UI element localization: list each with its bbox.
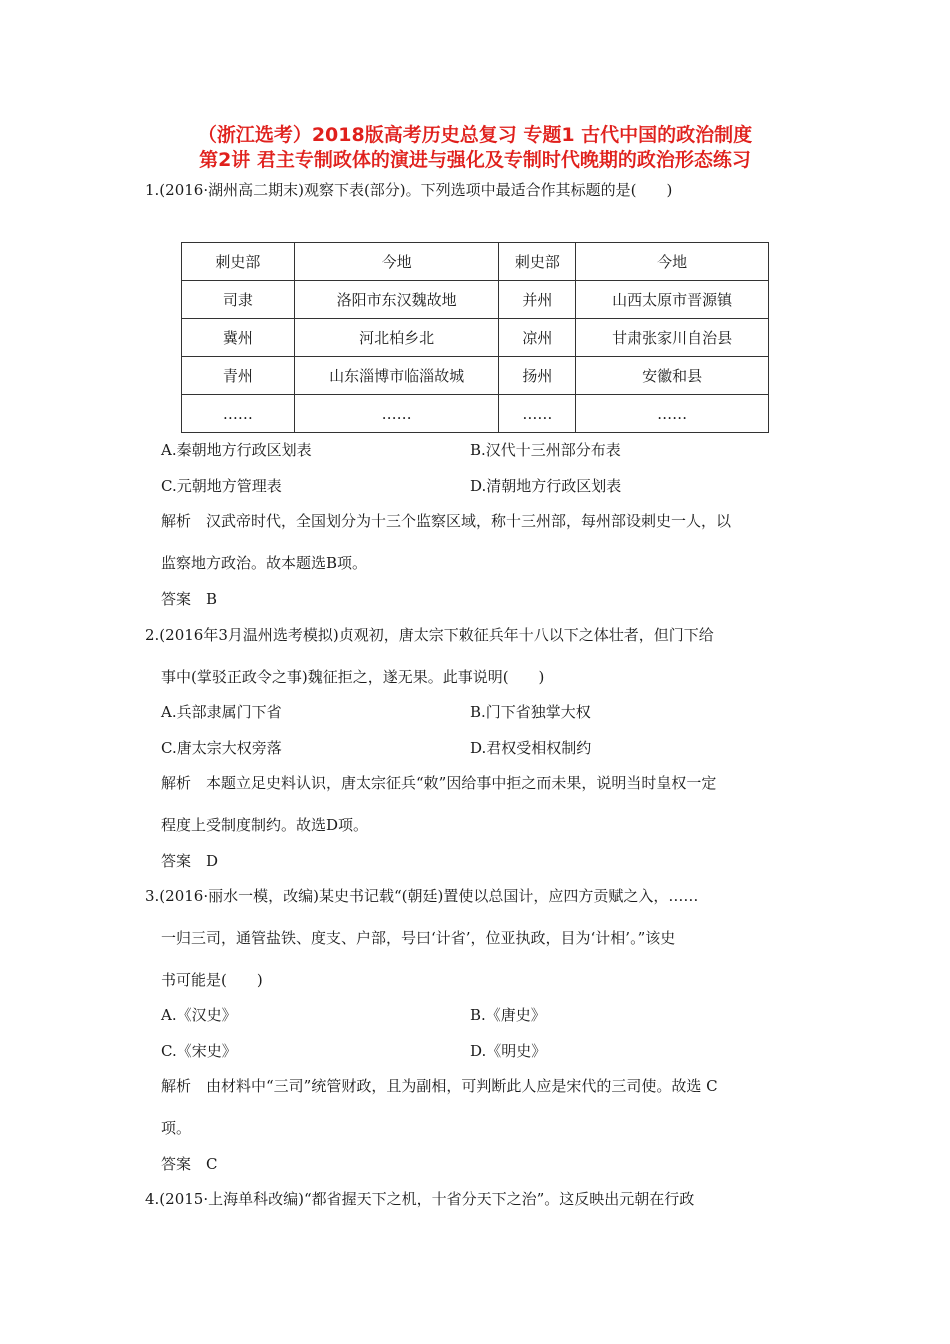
q3-stem-cont2: 书可能是( ) bbox=[161, 971, 263, 989]
table-cell: 扬州 bbox=[499, 357, 576, 395]
q3-answer: 答案 C bbox=[161, 1155, 218, 1173]
q2-option-b: B.门下省独掌大权 bbox=[470, 703, 591, 721]
doc-title-line2: 第2讲 君主专制政体的演进与强化及专制时代晚期的政治形态练习 bbox=[199, 149, 751, 171]
q1-answer: 答案 B bbox=[161, 590, 218, 608]
q4-stem: 4.(2015·上海单科改编)“都省握天下之机，十省分天下之治”。这反映出元朝在行政 bbox=[145, 1190, 695, 1208]
table-cell: 青州 bbox=[182, 357, 295, 395]
table-header: 今地 bbox=[576, 243, 769, 281]
q2-stem: 2.(2016年3月温州选考模拟)贞观初，唐太宗下敕征兵年十八以下之体壮者，但门下给 bbox=[145, 626, 714, 644]
q1-stem: 1.(2016·湖州高二期末)观察下表(部分)。下列选项中最适合作其标题的是( ) bbox=[145, 181, 673, 199]
table-cell: 河北柏乡北 bbox=[294, 319, 499, 357]
table-header: 今地 bbox=[294, 243, 499, 281]
q3-analysis-cont: 项。 bbox=[161, 1119, 192, 1137]
q2-stem-cont: 事中(掌驳正政令之事)魏征拒之，遂无果。此事说明( ) bbox=[161, 668, 545, 686]
q3-option-c: C.《宋史》 bbox=[161, 1042, 237, 1060]
q2-option-a: A.兵部隶属门下省 bbox=[161, 703, 282, 721]
q1-analysis: 解析 汉武帝时代，全国划分为十三个监察区域，称十三州部，每州部设刺史一人，以 bbox=[161, 512, 732, 530]
q1-option-a: A.秦朝地方行政区划表 bbox=[161, 441, 312, 459]
table-row bbox=[182, 281, 769, 319]
table-cell: 安徽和县 bbox=[576, 357, 769, 395]
table-header: 刺史部 bbox=[182, 243, 295, 281]
table-row bbox=[182, 319, 769, 357]
table-cell: 山西太原市晋源镇 bbox=[576, 281, 769, 319]
table-cell: 司隶 bbox=[182, 281, 295, 319]
table-cell: …… bbox=[576, 395, 769, 433]
q1-option-d: D.清朝地方行政区划表 bbox=[470, 477, 622, 495]
table-cell: 并州 bbox=[499, 281, 576, 319]
table-row bbox=[182, 357, 769, 395]
q3-option-d: D.《明史》 bbox=[470, 1042, 547, 1060]
table-header: 刺史部 bbox=[499, 243, 576, 281]
q1-option-c: C.元朝地方管理表 bbox=[161, 477, 282, 495]
table-cell: 山东淄博市临淄故城 bbox=[294, 357, 499, 395]
q2-analysis: 解析 本题立足史料认识，唐太宗征兵“敕”因给事中拒之而未果，说明当时皇权一定 bbox=[161, 774, 717, 792]
q1-table bbox=[181, 242, 769, 433]
table-cell: …… bbox=[294, 395, 499, 433]
q3-stem: 3.(2016·丽水一模，改编)某史书记载“(朝廷)置使以总国计，应四方贡赋之入，…… bbox=[145, 887, 699, 905]
table-cell: 洛阳市东汉魏故地 bbox=[294, 281, 499, 319]
q2-option-d: D.君权受相权制约 bbox=[470, 739, 592, 757]
table-cell: …… bbox=[182, 395, 295, 433]
table-cell: 冀州 bbox=[182, 319, 295, 357]
q3-stem-cont: 一归三司，通管盐铁、度支、户部，号曰‘计省’，位亚执政，目为‘计相’。”该史 bbox=[161, 929, 676, 947]
table-cell: …… bbox=[499, 395, 576, 433]
q1-analysis-cont: 监察地方政治。故本题选B项。 bbox=[161, 554, 368, 572]
table-cell: 凉州 bbox=[499, 319, 576, 357]
q2-analysis-cont: 程度上受制度制约。故选D项。 bbox=[161, 816, 369, 834]
table-row bbox=[182, 395, 769, 433]
table-cell: 甘肃张家川自治县 bbox=[576, 319, 769, 357]
q1-option-b: B.汉代十三州部分布表 bbox=[470, 441, 621, 459]
doc-title-line1: （浙江选考）2018版高考历史总复习 专题1 古代中国的政治制度 bbox=[197, 124, 753, 146]
q3-analysis: 解析 由材料中“三司”统管财政，且为副相，可判断此人应是宋代的三司使。故选 C bbox=[161, 1077, 718, 1095]
q3-option-b: B.《唐史》 bbox=[470, 1006, 546, 1024]
q2-answer: 答案 D bbox=[161, 852, 219, 870]
q3-option-a: A.《汉史》 bbox=[161, 1006, 237, 1024]
table-header-row bbox=[182, 243, 769, 281]
q2-option-c: C.唐太宗大权旁落 bbox=[161, 739, 282, 757]
